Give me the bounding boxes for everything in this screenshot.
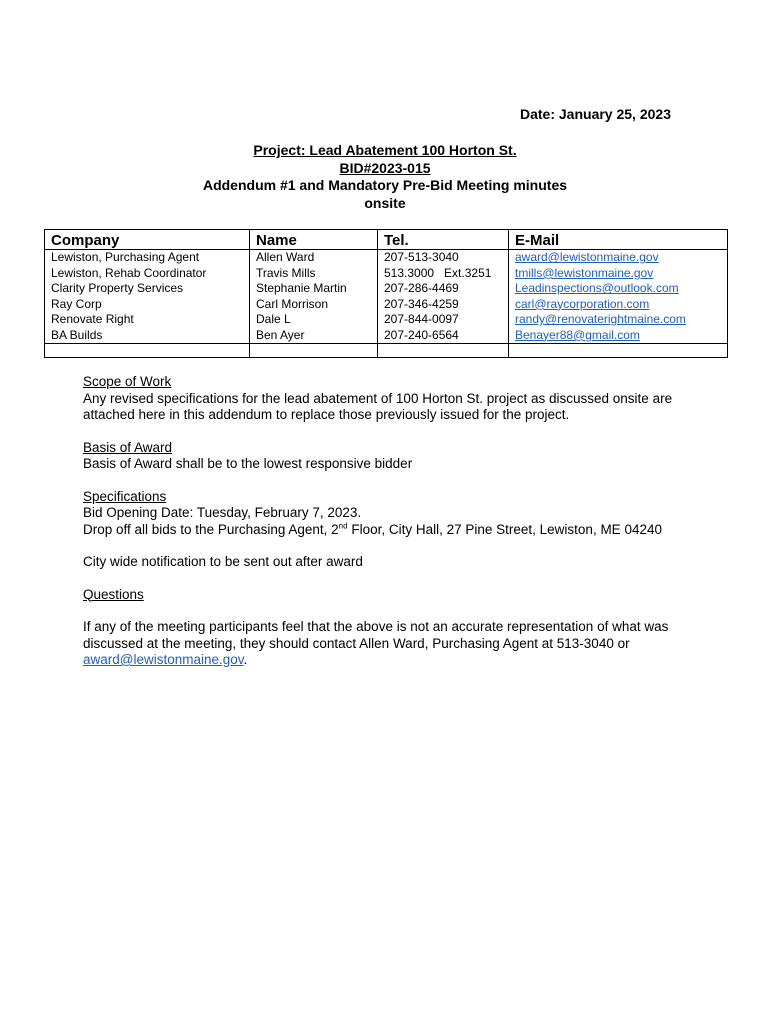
document-header [0,142,770,212]
cell-name: Allen Ward [250,250,378,266]
scope-heading: Scope of Work [83,374,172,389]
questions-text: If any of the meeting participants feel that the above is not an accurate representation of what was discussed at the meeting, they should contact Allen Ward, Purchasing Agent at 513-3040 or award@lewistonmaine.gov. [83,619,669,667]
basis-heading: Basis of Award [83,439,173,455]
cell-company: Ray Corp [45,297,250,313]
col-header-name: Name [250,230,378,250]
specifications-heading: Specifications [83,488,167,504]
specifications-section [83,489,723,539]
table-row [45,328,728,344]
scope-text: Any revised specifications for the lead abatement of 100 Horton St. project as discussed onsite are attached here in this addendum to replace those previously issued for the project. [83,390,673,422]
table-row [45,297,728,313]
cell-company: Renovate Right [45,312,250,328]
cell-email-link[interactable]: Leadinspections@outlook.com [515,281,679,296]
table-header-row [45,230,728,250]
cell-tel: 207-286-4469 [378,281,509,297]
cell-email-link[interactable]: randy@renovaterightmaine.com [515,312,686,327]
basis-text: Basis of Award shall be to the lowest responsive bidder [83,456,413,471]
contact-email-link[interactable]: award@lewistonmaine.gov [83,652,244,667]
cell-email-link[interactable]: tmills@lewistonmaine.gov [515,265,654,280]
addendum-title: Addendum #1 and Mandatory Pre-Bid Meeting minutes [202,177,568,193]
cell-email-link[interactable]: carl@raycorporation.com [515,296,650,311]
basis-section [83,440,723,473]
col-header-company: Company [45,230,250,250]
cell-company: Clarity Property Services [45,281,250,297]
notification-text: City wide notification to be sent out after award [83,554,363,569]
questions-section [83,587,723,669]
col-header-tel: Tel. [378,230,509,250]
notification-section [83,554,723,571]
cell-tel: 513.3000 Ext.3251 [378,266,509,282]
project-title: Project: Lead Abatement 100 Horton St. [253,142,517,158]
cell-tel: 207-513-3040 [378,250,509,266]
cell-name: Ben Ayer [250,328,378,344]
table-row [45,250,728,266]
bid-number: BID#2023-015 [339,159,431,176]
scope-section [83,374,723,424]
dropoff-instructions: Drop off all bids to the Purchasing Agent, 2nd Floor, City Hall, 27 Pine Street, Lewiston, ME 04240 [83,521,662,537]
bid-opening-date: Bid Opening Date: Tuesday, February 7, 2023. [83,505,362,520]
cell-name: Travis Mills [250,266,378,282]
document-date: Date: January 25, 2023 [520,106,671,122]
document-body [83,374,723,685]
cell-company: Lewiston, Purchasing Agent [45,250,250,266]
cell-tel: 207-346-4259 [378,297,509,313]
cell-tel: 207-240-6564 [378,328,509,344]
table-row [45,266,728,282]
cell-name: Carl Morrison [250,297,378,313]
onsite-label: onsite [364,194,406,211]
cell-email-link[interactable]: award@lewistonmaine.gov [515,250,659,265]
cell-tel: 207-844-0097 [378,312,509,328]
col-header-email: E-Mail [509,230,728,250]
questions-heading: Questions [83,586,144,602]
table-row-empty [45,344,728,358]
cell-email-link[interactable]: Benayer88@gmail.com [515,327,640,342]
table-row [45,281,728,297]
cell-name: Dale L [250,312,378,328]
cell-name: Stephanie Martin [250,281,378,297]
cell-company: BA Builds [45,328,250,344]
cell-company: Lewiston, Rehab Coordinator [45,266,250,282]
table-row [45,312,728,328]
participants-table [44,229,728,358]
